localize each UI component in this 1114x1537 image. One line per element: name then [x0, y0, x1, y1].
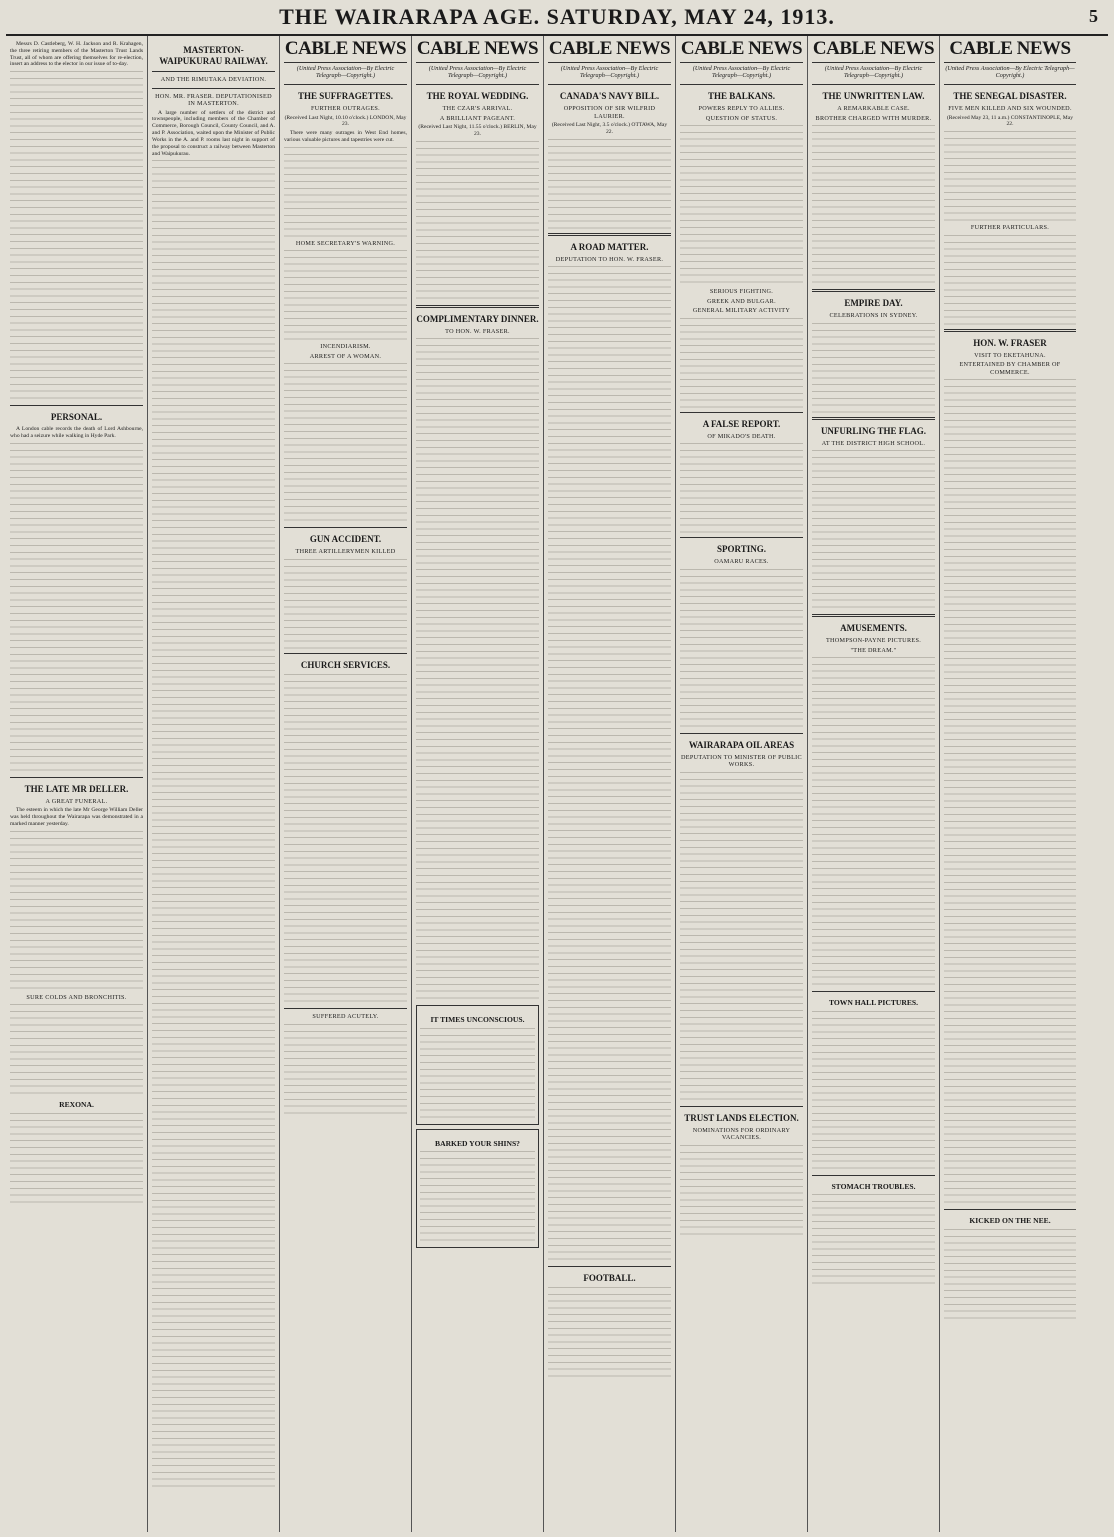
- fighting-subheading: SERIOUS FIGHTING.: [709, 288, 774, 296]
- balkans-heading: THE BALKANS.: [707, 91, 776, 102]
- cable-news-heading: CABLE NEWS: [680, 39, 803, 63]
- railway-subheading: AND THE RIMUTAKA DEVIATION.: [160, 75, 267, 83]
- cable-news-heading: CABLE NEWS: [548, 39, 671, 63]
- incendiarism-subheading: ARREST OF A WOMAN.: [309, 352, 382, 360]
- press-association: (United Press Association—By Electric Telegraph—Copyright.): [428, 64, 527, 80]
- text-block: [944, 235, 1076, 325]
- column-2: [148, 36, 280, 1532]
- text-block: [10, 443, 143, 773]
- flag-heading: UNFURLING THE FLAG.: [820, 425, 927, 436]
- complimentary-dinner-subheading: TO HON. W. FRASER.: [445, 327, 510, 335]
- false-report-subheading: OF MIKADO'S DEATH.: [707, 432, 776, 440]
- advertisement: [416, 1005, 539, 1124]
- text-block: [812, 1011, 935, 1171]
- road-matter-subheading: DEPUTATION TO HON. W. FRASER.: [555, 255, 664, 263]
- text-block: [944, 1045, 1076, 1205]
- empire-day-subheading: CELEBRATIONS IN SYDNEY.: [829, 312, 918, 320]
- column-8: [940, 36, 1080, 1532]
- text-block: [548, 266, 671, 596]
- royal-wedding-dateline: (Received Last Night, 11.55 o'clock.) BERLIN, May 23.: [418, 124, 537, 137]
- text-block: [284, 147, 407, 237]
- text-block: [812, 323, 935, 413]
- navy-bill-dateline: (Received Last Night, 3.5 o'clock.) OTTAWA, May 22.: [551, 122, 668, 135]
- cable-news-heading: CABLE NEWS: [416, 39, 539, 63]
- text-block: [680, 772, 803, 1102]
- text-block: [152, 160, 275, 490]
- advertisement: [416, 1129, 539, 1248]
- complimentary-dinner-heading: COMPLIMENTARY DINNER.: [416, 313, 539, 324]
- rexona-heading: REXONA.: [59, 1100, 94, 1110]
- amusements-subheading-2: "THE DREAM.": [850, 646, 897, 654]
- text-block: [680, 443, 803, 533]
- deller-heading: THE LATE MR DELLER.: [24, 783, 129, 794]
- town-hall-heading: TOWN HALL PICTURES.: [828, 998, 919, 1008]
- press-association: (United Press Association—By Electric Telegraph—Copyright.): [560, 64, 659, 80]
- shins-ad-heading: BARKED YOUR SHINS?: [435, 1138, 520, 1148]
- text-block: [680, 1145, 803, 1235]
- text-block: [548, 139, 671, 229]
- text-block: [284, 250, 407, 340]
- text-block: [944, 712, 1076, 1042]
- text-block: [812, 450, 935, 610]
- trust-lands-heading: TRUST LANDS ELECTION.: [684, 1112, 799, 1123]
- text-block: [284, 674, 407, 1004]
- press-association: (United Press Association—By Electric Telegraph—Copyright.): [824, 64, 923, 80]
- oil-areas-heading: WAIRARAPA OIL AREAS: [688, 739, 795, 750]
- railway-heading: MASTERTON-WAIPUKURAU RAILWAY.: [159, 45, 268, 66]
- column-5: [544, 36, 676, 1532]
- royal-wedding-subheading: THE CZAR'S ARRIVAL.: [442, 104, 513, 112]
- fighting-subheading-3: GENERAL MILITARY ACTIVITY: [692, 307, 791, 315]
- incendiarism-heading: INCENDIARISM.: [320, 343, 371, 351]
- text-block: [10, 1113, 143, 1203]
- railway-subheading-2: HON. MR. FRASER. DEPUTATIONISED IN MASTERTON.: [155, 92, 272, 108]
- text-block: [10, 831, 143, 991]
- balkans-subheading-2: QUESTION OF STATUS.: [705, 114, 778, 122]
- personal-heading: PERSONAL.: [50, 412, 103, 423]
- press-association: (United Press Association—By Electric Telegraph—Copyright.): [296, 64, 395, 80]
- text-block: [416, 338, 539, 668]
- text-block: [416, 141, 539, 301]
- text-block: [284, 1024, 407, 1114]
- flag-subheading: AT THE DISTRICT HIGH SCHOOL.: [821, 439, 926, 447]
- unwritten-law-subheading: A REMARKABLE CASE.: [837, 104, 910, 112]
- amusements-heading: AMUSEMENTS.: [840, 623, 907, 634]
- text-block: [10, 1004, 143, 1094]
- columns: [6, 36, 1108, 1532]
- deller-subheading: A GREAT FUNERAL.: [45, 797, 108, 805]
- column-1: [6, 36, 148, 1532]
- text-block: [944, 379, 1076, 709]
- navy-bill-heading: CANADA'S NAVY BILL.: [559, 91, 660, 102]
- balkans-subheading: POWERS REPLY TO ALLIES.: [698, 104, 785, 112]
- unwritten-law-subheading-2: BROTHER CHARGED WITH MURDER.: [815, 114, 932, 122]
- suffragettes-subheading: FURTHER OUTRAGES.: [310, 104, 380, 112]
- railway-text: A large number of settlers of the district and townspeople, including members of the Chamber of Commerce, Borough Council, County Council, and A. and P. Association, waited upon the Minister of Public Works in the A. and P. rooms last night in support of the proposal to construct a railway between Masterton and Waipukurau.: [152, 109, 275, 157]
- trust-lands-notice: Messrs D. Castleberg, W. H. Jackson and R. Krahagen, the three retiring members of the Masterton Trust Lands Trust, all of whom are offering themselves for re-election, insert an address to the elector in our issue of to-day.: [10, 41, 143, 68]
- text-block: [812, 125, 935, 285]
- kicked-heading: KICKED ON THE NEE.: [969, 1216, 1051, 1226]
- gun-accident-subheading: THREE ARTILLERYMEN KILLED: [295, 548, 396, 556]
- text-block: [680, 569, 803, 729]
- suffragettes-dateline: (Received Last Night, 10.10 o'clock.) LONDON, May 23.: [284, 114, 407, 128]
- masthead: [6, 0, 1108, 36]
- gun-accident-heading: GUN ACCIDENT.: [309, 534, 382, 545]
- stomach-troubles-heading: STOMACH TROUBLES.: [831, 1181, 916, 1191]
- fighting-subheading-2: GREEK AND BULGAR.: [707, 297, 776, 305]
- sporting-subheading: OAMARU RACES.: [714, 558, 769, 566]
- text-block: [420, 1028, 535, 1118]
- column-7: [808, 36, 940, 1532]
- masthead-title: THE WAIRARAPA AGE. SATURDAY, MAY 24, 1913.: [279, 4, 835, 29]
- church-services-heading: CHURCH SERVICES.: [300, 660, 391, 671]
- royal-wedding-heading: THE ROYAL WEDDING.: [426, 91, 529, 102]
- text-block: [944, 1229, 1076, 1319]
- text-block: [416, 671, 539, 1001]
- text-block: [152, 1159, 275, 1489]
- sporting-heading: SPORTING.: [717, 544, 766, 555]
- senegal-subheading: FIVE MEN KILLED AND SIX WOUNDED.: [948, 104, 1072, 112]
- text-block: [944, 131, 1076, 221]
- senegal-subheading-2: FURTHER PARTICULARS.: [970, 224, 1050, 232]
- column-4: [412, 36, 544, 1532]
- fraser-subheading: VISIT TO EKETAHUNA.: [974, 351, 1046, 359]
- unwritten-law-heading: THE UNWRITTEN LAW.: [822, 91, 925, 102]
- football-heading: FOOTBALL.: [583, 1273, 636, 1284]
- column-6: [676, 36, 808, 1532]
- press-association: (United Press Association—By Electric Telegraph—Copyright.): [945, 64, 1075, 80]
- text-block: [548, 599, 671, 929]
- text-block: [420, 1151, 535, 1241]
- text-block: [680, 318, 803, 408]
- oil-areas-subheading: DEPUTATION TO MINISTER OF PUBLIC WORKS.: [681, 753, 802, 769]
- text-block: [10, 71, 143, 401]
- text-block: [680, 125, 803, 285]
- senegal-dateline: (Received May 23, 11 a.m.) CONSTANTINOPLE, May 22.: [946, 114, 1074, 128]
- cable-news-heading: CABLE NEWS: [284, 39, 407, 63]
- text-block: [812, 657, 935, 987]
- suffered-acutely-heading: SUFFERED ACUTELY.: [312, 1012, 379, 1020]
- cable-news-heading: CABLE NEWS: [812, 39, 935, 63]
- unconscious-ad-heading: IT TIMES UNCONSCIOUS.: [430, 1015, 525, 1025]
- column-3: [280, 36, 412, 1532]
- fraser-subheading-2: ENTERTAINED BY CHAMBER OF COMMERCE.: [959, 361, 1061, 376]
- empire-day-heading: EMPIRE DAY.: [844, 298, 903, 309]
- home-secretary-heading: HOME SECRETARY'S WARNING.: [295, 239, 396, 247]
- road-matter-heading: A ROAD MATTER.: [570, 241, 649, 252]
- text-block: [812, 1194, 935, 1284]
- text-block: [152, 826, 275, 1156]
- cable-news-heading: CABLE NEWS: [944, 39, 1076, 63]
- text-block: [284, 559, 407, 649]
- fraser-heading: HON. W. FRASER: [973, 337, 1047, 348]
- deller-text: The esteem in which the late Mr George William Deller was held throughout the Wairarapa was demonstrated in a marked manner yesterday.: [10, 807, 143, 827]
- royal-wedding-subheading-2: A BRILLIANT PAGEANT.: [439, 114, 516, 122]
- suffragettes-text: There were many outrages in West End homes, various valuable pictures and tapestries were cut.: [284, 130, 407, 143]
- text-block: [548, 932, 671, 1262]
- press-association: (United Press Association—By Electric Telegraph—Copyright.): [692, 64, 791, 80]
- amusements-subheading: THOMPSON-PAYNE PICTURES.: [825, 637, 922, 645]
- trust-lands-subheading: NOMINATIONS FOR ORDINARY VACANCIES.: [692, 1126, 791, 1142]
- suffragettes-heading: THE SUFFRAGETTES.: [297, 91, 394, 102]
- text-block: [152, 493, 275, 823]
- text-block: [548, 1287, 671, 1377]
- false-report-heading: A FALSE REPORT.: [702, 418, 781, 429]
- page-number: 5: [1089, 6, 1098, 26]
- personal-text: A London cable records the death of Lord Ashbourne, who had a seizure while walking in Hyde Park.: [10, 426, 143, 440]
- navy-bill-subheading: OPPOSITION OF SIR WILFRID LAURIER.: [563, 104, 656, 120]
- colds-heading: SURE COLDS AND BRONCHITIS.: [26, 993, 127, 1001]
- senegal-heading: THE SENEGAL DISASTER.: [953, 91, 1067, 102]
- text-block: [284, 363, 407, 523]
